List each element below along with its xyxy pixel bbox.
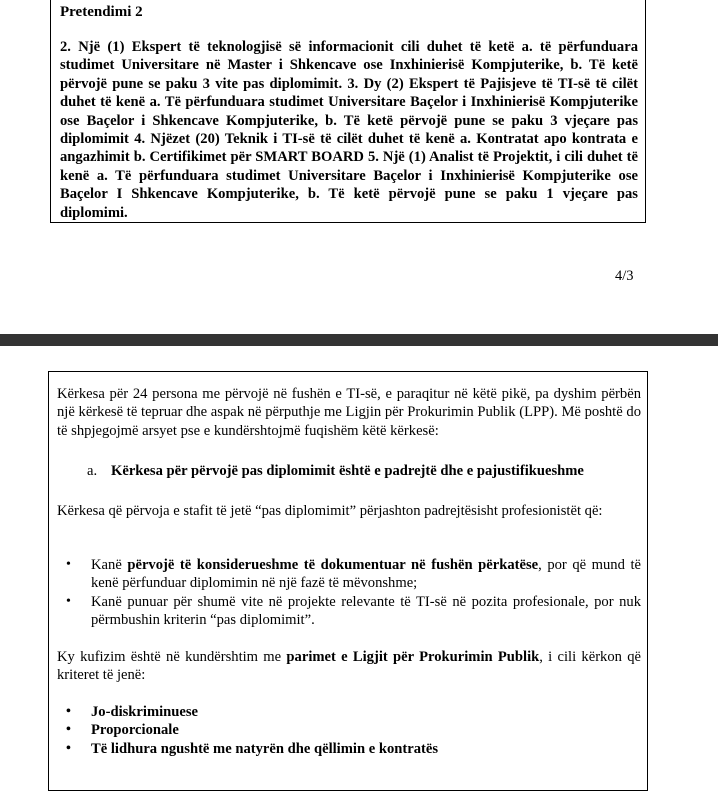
list-item: • Të lidhura ngushtë me natyrën dhe qëllimin e kontratës — [66, 740, 439, 757]
page-divider — [0, 334, 718, 346]
bullet-icon: • — [66, 722, 71, 738]
list-item: • Kanë punuar për shumë vite në projekte relevante të TI-së në pozita profesionale, por nuk përmbushin kriterin “pas diplomimit”. — [66, 593, 641, 629]
requirement-paragraph: Kërkesa që përvoja e stafit të jetë “pas diplomimit” përjashton padrejtësisht profesionistët që: — [57, 503, 603, 519]
law-principles: parimet e Ligjit për Prokurimin Publik — [286, 649, 540, 665]
limitation-paragraph: Ky kufizim është në kundërshtim me parimet e Ligjit për Prokurimin Publik, i cili kërkon që kriteret të jenë: — [57, 649, 641, 684]
claim-body: 2. Një (1) Ekspert të teknologjisë së informacionit cili duhet të ketë a. të përfunduara studimet Universitare në Master i Shkencave ose Inxhinierisë Kompjuterike, b. Të ketë përvojë pune se paku 3 vite pas diplomimit. 3. Dy (2) Ekspert të Pajisjeve të TI-së të cilët duhet të kenë a. Të përfunduara studimet Universitare Baçelor i Inxhinierisë Kompjuterike ose Baçelor i Shkencave Kompjuterike, b. Të ketë përvojë pune se paku 3 vjeçare pas diplomimit 4. Njëzet (20) Teknik i TI-së të cilët duhet të kenë a. Kontratat apo kontrata e angazhimit b. Certifikimet për SMART BOARD 5. Një (1) Analist të Projektit, i cili duhet të kenë a. Të përfunduara studimet Universitare Baçelor i Inxhinierisë Kompjuterike ose Baçelor I Shkencave Kompjuterike, b. Të ketë përvojë pune se paku 1 vjeçare pas diplomimi. — [60, 39, 638, 221]
criteria-list — [57, 703, 641, 758]
subheading-marker: a. — [87, 463, 98, 479]
list-item: • Proporcionale — [66, 722, 179, 739]
exclusion-list — [57, 556, 641, 630]
list-item: • Kanë përvojë të konsiderueshme të dokumentuar në fushën përkatëse, por që mund të kenë përfunduar diplomimin në një fazë të mëvonshme; — [66, 557, 641, 592]
bullet-icon: • — [66, 740, 71, 756]
bullet-icon: • — [66, 557, 71, 572]
page-number: 4/3 — [615, 268, 634, 284]
list-item: • Jo-diskriminuese — [66, 704, 199, 720]
bullet-icon: • — [66, 704, 71, 719]
subheading-title: Kërkesa për përvojë pas diplomimit është e padrejtë dhe e pajustifikueshme — [111, 463, 584, 479]
claim-heading: Pretendimi 2 — [60, 4, 143, 20]
intro-paragraph: Kërkesa për 24 persona me përvojë në fushën e TI-së, e paraqitur në këtë pikë, pa dyshim përbën një kërkesë të tepruar dhe aspak në përputhje me Ligjin për Prokurimin Publik (LPP). Më poshtë do të shpjegojmë arsyet pse e kundërshtojmë fuqishëm këtë kërkesë: — [57, 386, 641, 439]
claim-box — [50, 0, 646, 223]
subheading-a — [87, 462, 647, 480]
bullet-icon: • — [66, 593, 71, 609]
response-box — [48, 371, 648, 791]
